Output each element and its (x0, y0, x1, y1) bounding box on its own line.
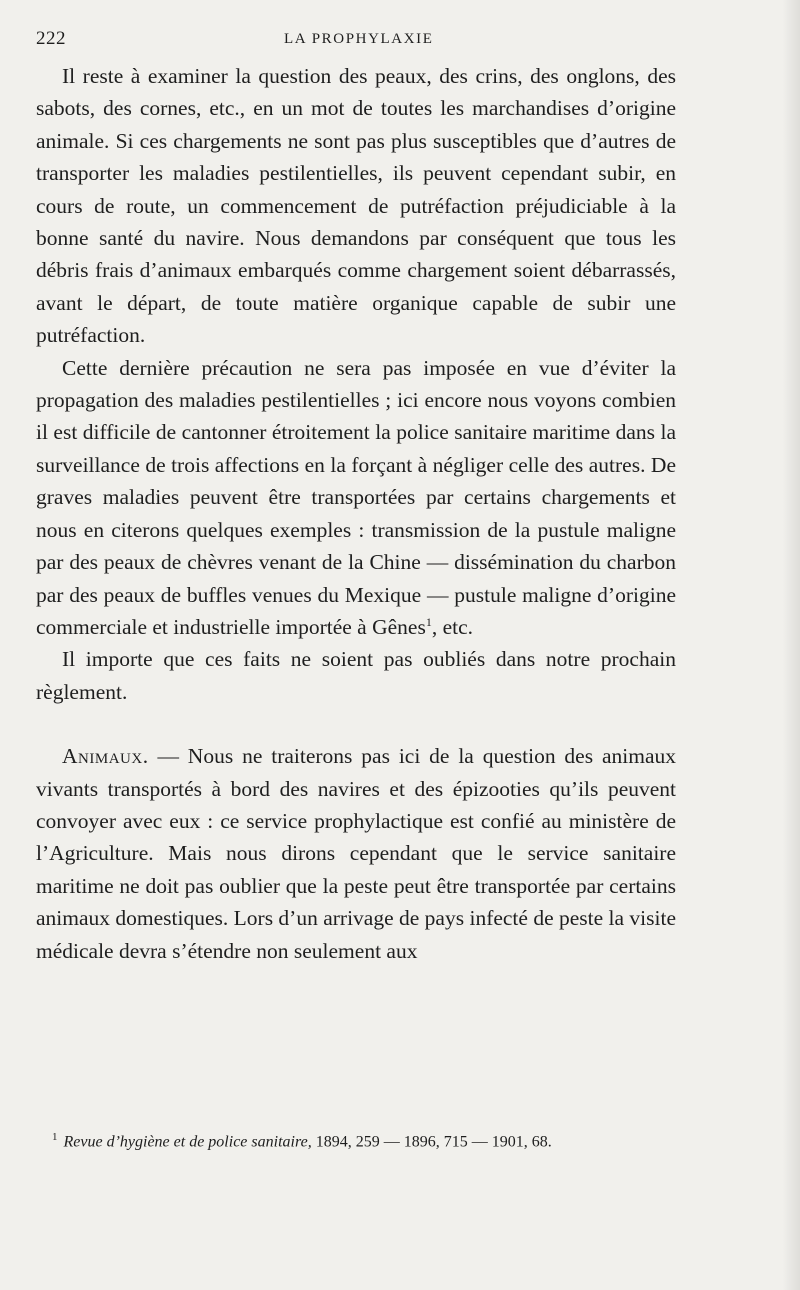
page-number: 222 (36, 28, 66, 49)
paragraph-peaux: Il reste à examiner la question des peaux, des crins, des onglons, des sabots, des cornes, etc., en un mot de toutes les marchandises d’origine animale. Si ces chargements ne sont pas plus susceptibles que d’autres de transporter les maladies pestilentielles, ils peuvent cependant subir, en cours de route, un commencement de putréfaction préjudiciable à la bonne santé du navire. Nous demandons par conséquent que tous les débris frais d’animaux embarqués comme chargement soient débarrassés, avant le départ, de toute matière organique capable de subir une putréfaction. (36, 64, 676, 348)
footnote-journal: Revue d’hygiène et de police sanitaire, (63, 1133, 312, 1151)
paragraph-reglement: Il importe que ces faits ne soient pas oubliés dans notre prochain règlement. (36, 647, 676, 704)
running-title: LA PROPHYLAXIE (284, 31, 434, 47)
footnote-mark: 1 (52, 1131, 58, 1143)
paragraph-animaux (36, 740, 676, 967)
body-text (36, 60, 676, 967)
paragraph-animaux-text: — Nous ne traiterons pas ici de la question des animaux vivants transportés à bord des navires et des épizooties qu’ils peuvent convoyer avec eux : ce service prophylactique est confié au ministère de l’Agriculture. Mais nous dirons cependant que le service sanitaire maritime ne doit pas oublier que la peste peut être transportée par certains animaux domestiques. Lors d’un arrivage de pays infecté de peste la visite médicale devra s’étendre non seulement aux (36, 744, 677, 963)
footnote-reference: 1 (425, 614, 432, 629)
paragraph-precaution-text: Cette dernière précaution ne sera pas imposée en vue d’éviter la propagation des maladies pestilentielles ; ici encore nous voyons combien il est difficile de cantonner étroitement la police sanitaire maritime dans la surveillance de trois affections en la forçant à négliger celle des autres. De graves maladies peuvent être transportées par certains chargements et nous en citerons quelques exemples : transmission de la pustule maligne par des peaux de chèvres venant de la Chine — dissémination du charbon par des peaux de buffles venues du Mexique — pustule maligne d’origine commerciale et industrielle importée à Gênes (36, 355, 676, 639)
section-heading-animaux: Animaux. (62, 744, 149, 769)
footnote-refs: 1894, 259 — 1896, 715 — 1901, 68. (311, 1133, 552, 1151)
page-edge-shadow (782, 0, 800, 1290)
paragraph-precaution (36, 352, 676, 644)
footnote (52, 1127, 672, 1152)
page-header (36, 28, 700, 52)
paragraph-precaution-end: , etc. (431, 614, 474, 639)
